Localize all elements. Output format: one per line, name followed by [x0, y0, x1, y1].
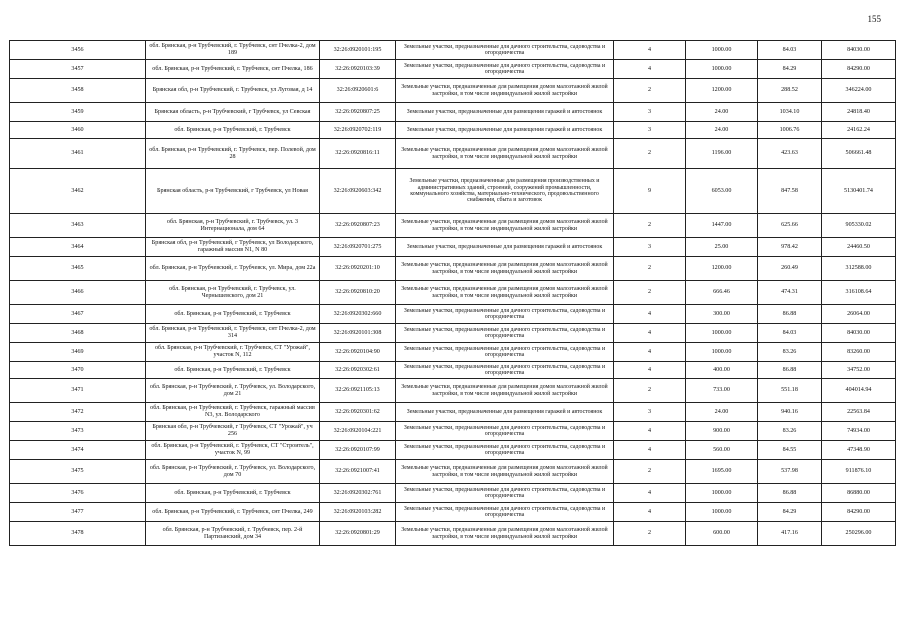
land-use-cell: Земельные участки, предназначенные для дачного строительства, садоводства и огородничества — [396, 441, 614, 460]
cadastral-value-cell: 24818.40 — [822, 103, 896, 122]
row-number: 3469 — [10, 343, 146, 362]
row-number: 3472 — [10, 403, 146, 422]
land-use-cell: Земельные участки, предназначенные для размещения гаражей и автостоянок — [396, 403, 614, 422]
group-cell: 4 — [614, 503, 686, 522]
land-use-cell: Земельные участки, предназначенные для дачного строительства, садоводства и огородничества — [396, 343, 614, 362]
cadastral-number-cell: 32:26:0920104:221 — [320, 422, 396, 441]
specific-value-cell: 84.03 — [758, 41, 822, 60]
area-cell: 560.00 — [686, 441, 758, 460]
group-cell: 4 — [614, 422, 686, 441]
table-body — [10, 41, 896, 546]
table-row — [10, 214, 896, 238]
cadastral-value-cell: 84290.00 — [822, 60, 896, 79]
row-number: 3462 — [10, 169, 146, 214]
address-cell: обл. Брянская, р-н Трубчевский, г. Трубчевск — [146, 484, 320, 503]
table-row — [10, 503, 896, 522]
address-cell: обл. Брянская, р-н Трубчевский, г. Трубчевск, снт Пчелка, 186 — [146, 60, 320, 79]
table-row — [10, 257, 896, 281]
table-row — [10, 343, 896, 362]
row-number: 3470 — [10, 362, 146, 379]
specific-value-cell: 417.16 — [758, 522, 822, 546]
row-number: 3465 — [10, 257, 146, 281]
specific-value-cell: 978.42 — [758, 238, 822, 257]
specific-value-cell: 86.88 — [758, 362, 822, 379]
row-number: 3468 — [10, 324, 146, 343]
cadastral-value-cell: 506661.48 — [822, 139, 896, 169]
specific-value-cell: 625.66 — [758, 214, 822, 238]
area-cell: 24.00 — [686, 122, 758, 139]
cadastral-number-cell: 32:26:0920104:90 — [320, 343, 396, 362]
cadastral-number-cell: 32:26:0920103:282 — [320, 503, 396, 522]
land-use-cell: Земельные участки, предназначенные для размещения домов малоэтажной жилой застройки, в том числе индивидуальной жилой застройки — [396, 139, 614, 169]
cadastral-number-cell: 32:26:0921105:13 — [320, 379, 396, 403]
cadastral-value-cell: 5130401.74 — [822, 169, 896, 214]
cadastral-value-cell: 24460.50 — [822, 238, 896, 257]
group-cell: 2 — [614, 460, 686, 484]
area-cell: 1196.00 — [686, 139, 758, 169]
cadastral-number-cell: 32:26:0920702:119 — [320, 122, 396, 139]
land-use-cell: Земельные участки, предназначенные для дачного строительства, садоводства и огородничества — [396, 422, 614, 441]
cadastral-value-cell: 34752.00 — [822, 362, 896, 379]
area-cell: 733.00 — [686, 379, 758, 403]
address-cell: обл. Брянская, р-н Трубчевский, г. Трубчевск, гаражный массив N3, ул. Володарского — [146, 403, 320, 422]
cadastral-value-cell: 47348.90 — [822, 441, 896, 460]
land-use-cell: Земельные участки, предназначенные для размещения гаражей и автостоянок — [396, 238, 614, 257]
cadastral-value-cell: 312588.00 — [822, 257, 896, 281]
specific-value-cell: 83.26 — [758, 422, 822, 441]
area-cell: 6053.00 — [686, 169, 758, 214]
cadastral-value-cell: 250296.00 — [822, 522, 896, 546]
land-use-cell: Земельные участки, предназначенные для размещения гаражей и автостоянок — [396, 103, 614, 122]
land-use-cell: Земельные участки, предназначенные для размещения домов малоэтажной жилой застройки, в том числе индивидуальной жилой застройки — [396, 79, 614, 103]
cadastral-value-cell: 22563.84 — [822, 403, 896, 422]
group-cell: 3 — [614, 122, 686, 139]
group-cell: 2 — [614, 522, 686, 546]
group-cell: 9 — [614, 169, 686, 214]
area-cell: 400.00 — [686, 362, 758, 379]
cadastral-number-cell: 32:26:0920601:6 — [320, 79, 396, 103]
row-number: 3471 — [10, 379, 146, 403]
land-use-cell: Земельные участки, предназначенные для размещения производственных и административных зданий, строений, сооружений промышленности, коммунального хозяйства, материально-технического, продовольственного снабжения, сбыта и заготовок — [396, 169, 614, 214]
area-cell: 1000.00 — [686, 324, 758, 343]
area-cell: 900.00 — [686, 422, 758, 441]
address-cell: обл. Брянская, р-н Трубчевский, г. Трубчевск, ул. Чернышевского, дом 21 — [146, 281, 320, 305]
group-cell: 2 — [614, 281, 686, 305]
area-cell: 1000.00 — [686, 60, 758, 79]
group-cell: 2 — [614, 257, 686, 281]
row-number: 3464 — [10, 238, 146, 257]
row-number: 3460 — [10, 122, 146, 139]
specific-value-cell: 83.26 — [758, 343, 822, 362]
table-row — [10, 60, 896, 79]
cadastral-value-cell: 346224.00 — [822, 79, 896, 103]
cadastral-value-cell: 911876.10 — [822, 460, 896, 484]
group-cell: 3 — [614, 238, 686, 257]
cadastral-number-cell: 32:26:0920816:11 — [320, 139, 396, 169]
cadastral-number-cell: 32:26:0921007:41 — [320, 460, 396, 484]
land-use-cell: Земельные участки, предназначенные для размещения домов малоэтажной жилой застройки, в том числе индивидуальной жилой застройки — [396, 257, 614, 281]
row-number: 3478 — [10, 522, 146, 546]
row-number: 3457 — [10, 60, 146, 79]
cadastral-value-cell: 905330.02 — [822, 214, 896, 238]
area-cell: 1000.00 — [686, 343, 758, 362]
cadastral-number-cell: 32:26:0920603:342 — [320, 169, 396, 214]
cadastral-number-cell: 32:26:0920302:761 — [320, 484, 396, 503]
table-row — [10, 441, 896, 460]
group-cell: 3 — [614, 403, 686, 422]
address-cell: обл. Брянская, р-н Трубчевский, г. Трубчевск, ул. Мира, дом 22а — [146, 257, 320, 281]
land-use-cell: Земельные участки, предназначенные для размещения домов малоэтажной жилой застройки, в том числе индивидуальной жилой застройки — [396, 460, 614, 484]
cadastral-number-cell: 32:26:0920807:23 — [320, 214, 396, 238]
area-cell: 1200.00 — [686, 79, 758, 103]
specific-value-cell: 474.31 — [758, 281, 822, 305]
table-row — [10, 422, 896, 441]
area-cell: 600.00 — [686, 522, 758, 546]
address-cell: обл. Брянская, р-н Трубчевский, г. Трубчевск, снт Пчелка-2, дом 314 — [146, 324, 320, 343]
group-cell: 4 — [614, 305, 686, 324]
area-cell: 1695.00 — [686, 460, 758, 484]
table-row — [10, 139, 896, 169]
land-use-cell: Земельные участки, предназначенные для дачного строительства, садоводства и огородничества — [396, 484, 614, 503]
cadastral-value-cell: 84290.00 — [822, 503, 896, 522]
table-row — [10, 522, 896, 546]
specific-value-cell: 260.49 — [758, 257, 822, 281]
address-cell: Брянская обл, р-н Трубчевский, г Трубчевск, ул Володарского, гаражный массив N1, N 80 — [146, 238, 320, 257]
row-number: 3466 — [10, 281, 146, 305]
table-row — [10, 103, 896, 122]
table-row — [10, 362, 896, 379]
group-cell: 4 — [614, 324, 686, 343]
land-use-cell: Земельные участки, предназначенные для размещения домов малоэтажной жилой застройки, в том числе индивидуальной жилой застройки — [396, 522, 614, 546]
address-cell: обл. Брянская, р-н Трубчевский, г. Трубчевск, пер. Полевой, дом 28 — [146, 139, 320, 169]
row-number: 3463 — [10, 214, 146, 238]
table-row — [10, 460, 896, 484]
table-row — [10, 169, 896, 214]
area-cell: 24.00 — [686, 403, 758, 422]
area-cell: 24.00 — [686, 103, 758, 122]
cadastral-number-cell: 32:26:0920807:25 — [320, 103, 396, 122]
cadastral-number-cell: 32:26:0920201:10 — [320, 257, 396, 281]
address-cell: обл. Брянская, р-н Трубчевский, г. Трубчевск, пер. 2-й Партизанский, дом 34 — [146, 522, 320, 546]
cadastral-value-cell: 86880.00 — [822, 484, 896, 503]
address-cell: Брянская область, р-н Трубчевский, г Трубчевск, ул Новая — [146, 169, 320, 214]
group-cell: 2 — [614, 79, 686, 103]
cadastral-value-cell: 84030.00 — [822, 324, 896, 343]
cadastral-number-cell: 32:26:0920107:99 — [320, 441, 396, 460]
table-row — [10, 281, 896, 305]
cadastral-value-cell: 404014.94 — [822, 379, 896, 403]
group-cell: 2 — [614, 139, 686, 169]
land-use-cell: Земельные участки, предназначенные для дачного строительства, садоводства и огородничества — [396, 305, 614, 324]
cadastral-value-cell: 316108.64 — [822, 281, 896, 305]
cadastral-number-cell: 32:26:0920301:62 — [320, 403, 396, 422]
address-cell: обл. Брянская, р-н Трубчевский, г. Трубчевск — [146, 122, 320, 139]
address-cell: обл. Брянская, р-н Трубчевский, г. Трубчевск, снт Пчелка-2, дом 189 — [146, 41, 320, 60]
cadastral-number-cell: 32:26:0920302:660 — [320, 305, 396, 324]
group-cell: 4 — [614, 60, 686, 79]
specific-value-cell: 940.16 — [758, 403, 822, 422]
cadastral-number-cell: 32:26:0920701:275 — [320, 238, 396, 257]
row-number: 3477 — [10, 503, 146, 522]
table-row — [10, 41, 896, 60]
cadastral-value-cell: 26064.00 — [822, 305, 896, 324]
cadastral-value-cell: 84030.00 — [822, 41, 896, 60]
cadastral-number-cell: 32:26:0920810:20 — [320, 281, 396, 305]
group-cell: 2 — [614, 214, 686, 238]
row-number: 3475 — [10, 460, 146, 484]
specific-value-cell: 847.58 — [758, 169, 822, 214]
area-cell: 1447.00 — [686, 214, 758, 238]
specific-value-cell: 288.52 — [758, 79, 822, 103]
area-cell: 1000.00 — [686, 41, 758, 60]
page-number: 155 — [867, 14, 881, 24]
land-use-cell: Земельные участки, предназначенные для дачного строительства, садоводства и огородничества — [396, 41, 614, 60]
address-cell: обл. Брянская, р-н Трубчевский, г. Трубчевск, СТ "Урожай", участок N, 112 — [146, 343, 320, 362]
specific-value-cell: 84.03 — [758, 324, 822, 343]
table-row — [10, 379, 896, 403]
row-number: 3467 — [10, 305, 146, 324]
group-cell: 4 — [614, 343, 686, 362]
table-row — [10, 324, 896, 343]
row-number: 3456 — [10, 41, 146, 60]
group-cell: 3 — [614, 103, 686, 122]
area-cell: 25.00 — [686, 238, 758, 257]
table-row — [10, 484, 896, 503]
address-cell: Брянская область, р-н Трубчевский, г Трубчевск, ул Севская — [146, 103, 320, 122]
address-cell: Брянская обл, р-н Трубчевский, г. Трубчевск, ул Луговая, д 14 — [146, 79, 320, 103]
cadastral-value-table — [9, 40, 896, 546]
land-use-cell: Земельные участки, предназначенные для дачного строительства, садоводства и огородничества — [396, 60, 614, 79]
cadastral-value-cell: 83260.00 — [822, 343, 896, 362]
row-number: 3474 — [10, 441, 146, 460]
specific-value-cell: 86.88 — [758, 305, 822, 324]
group-cell: 4 — [614, 41, 686, 60]
address-cell: обл. Брянская, р-н Трубчевский, г. Трубчевск, снт Пчелка, 249 — [146, 503, 320, 522]
land-use-cell: Земельные участки, предназначенные для дачного строительства, садоводства и огородничества — [396, 324, 614, 343]
specific-value-cell: 423.63 — [758, 139, 822, 169]
address-cell: обл. Брянская, р-н Трубчевский, г. Трубчевск — [146, 362, 320, 379]
land-use-cell: Земельные участки, предназначенные для дачного строительства, садоводства и огородничества — [396, 503, 614, 522]
land-use-cell: Земельные участки, предназначенные для дачного строительства, садоводства и огородничества — [396, 362, 614, 379]
cadastral-number-cell: 32:26:0920801:29 — [320, 522, 396, 546]
land-use-cell: Земельные участки, предназначенные для размещения домов малоэтажной жилой застройки, в том числе индивидуальной жилой застройки — [396, 214, 614, 238]
cadastral-number-cell: 32:26:0920103:39 — [320, 60, 396, 79]
land-use-cell: Земельные участки, предназначенные для размещения домов малоэтажной жилой застройки, в том числе индивидуальной жилой застройки — [396, 379, 614, 403]
group-cell: 4 — [614, 362, 686, 379]
row-number: 3458 — [10, 79, 146, 103]
cadastral-number-cell: 32:26:0920302:61 — [320, 362, 396, 379]
address-cell: Брянская обл, р-н Трубчевский, г Трубчевск, СТ "Урожай", уч 256 — [146, 422, 320, 441]
cadastral-number-cell: 32:26:0920101:308 — [320, 324, 396, 343]
address-cell: обл. Брянская, р-н Трубчевский, г. Трубчевск, ул. Володарского, дом 21 — [146, 379, 320, 403]
land-use-cell: Земельные участки, предназначенные для размещения гаражей и автостоянок — [396, 122, 614, 139]
specific-value-cell: 86.88 — [758, 484, 822, 503]
specific-value-cell: 551.18 — [758, 379, 822, 403]
specific-value-cell: 84.29 — [758, 60, 822, 79]
table-row — [10, 122, 896, 139]
row-number: 3476 — [10, 484, 146, 503]
area-cell: 666.46 — [686, 281, 758, 305]
specific-value-cell: 1006.76 — [758, 122, 822, 139]
group-cell: 2 — [614, 379, 686, 403]
row-number: 3461 — [10, 139, 146, 169]
row-number: 3473 — [10, 422, 146, 441]
table-row — [10, 238, 896, 257]
specific-value-cell: 537.98 — [758, 460, 822, 484]
address-cell: обл. Брянская, р-н Трубчевский, г. Трубчевск — [146, 305, 320, 324]
group-cell: 4 — [614, 441, 686, 460]
specific-value-cell: 84.55 — [758, 441, 822, 460]
specific-value-cell: 84.29 — [758, 503, 822, 522]
table-row — [10, 305, 896, 324]
table-row — [10, 79, 896, 103]
area-cell: 1000.00 — [686, 484, 758, 503]
group-cell: 4 — [614, 484, 686, 503]
area-cell: 1200.00 — [686, 257, 758, 281]
table-row — [10, 403, 896, 422]
area-cell: 1000.00 — [686, 503, 758, 522]
specific-value-cell: 1034.10 — [758, 103, 822, 122]
row-number: 3459 — [10, 103, 146, 122]
cadastral-value-cell: 24162.24 — [822, 122, 896, 139]
land-use-cell: Земельные участки, предназначенные для размещения домов малоэтажной жилой застройки, в том числе индивидуальной жилой застройки — [396, 281, 614, 305]
address-cell: обл. Брянская, р-н Трубчевский, г. Трубчевск, ул. 3 Интернационала, дом 64 — [146, 214, 320, 238]
address-cell: обл. Брянская, р-н Трубчевский, г. Трубчевск, ул. Володарского, дом 70 — [146, 460, 320, 484]
cadastral-number-cell: 32:26:0920101:195 — [320, 41, 396, 60]
area-cell: 300.00 — [686, 305, 758, 324]
cadastral-value-cell: 74934.00 — [822, 422, 896, 441]
address-cell: обл. Брянская, р-н Трубчевский, г. Трубчевск, СТ "Строитель", участок N, 99 — [146, 441, 320, 460]
